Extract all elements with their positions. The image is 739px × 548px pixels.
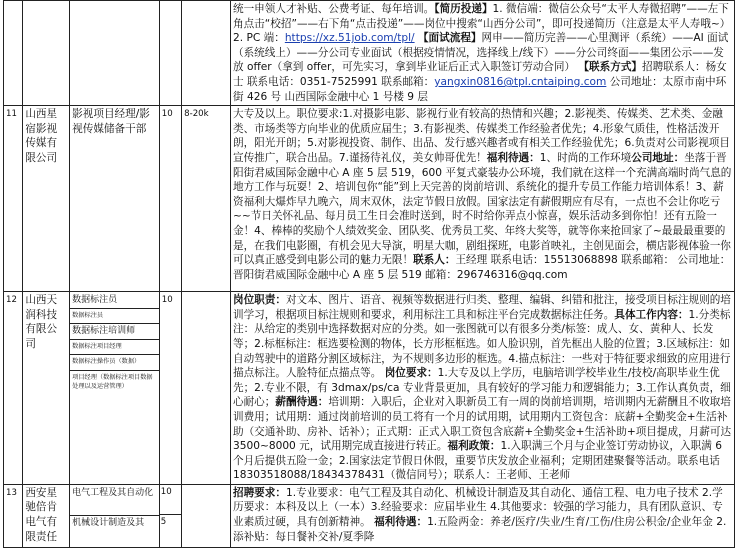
position-list [70, 484, 160, 547]
position-name: 数据标注项目经理 [70, 340, 159, 356]
desc-text: 1.专业要求：电气工程及其自动化、机械设计制造及其自动化、通信工程、电力电子技术 2.学历要求：本科及以上（一本）3.经验要求：应届毕业生 4.其他要求：较强的学习能力，具有团队意识、专业素质过硬，具有创新精神。 [233, 486, 723, 529]
desc-heading: 【简历投递】 [434, 3, 493, 15]
desc-text: 培训期：入职后，企业对入职新员工有一周的岗前培训期，培训期内无薪酬且不收取培训费用；试用期：通过岗前培训的员工将有一个月的试用期，试用期内工资包含：底薪+全勤奖金+生活补助（交通补助、房补、话补）；正式期：正式入职工资包含底薪+全勤奖金+生活补助+项目提成，月薪可达 3500~8000 元，试用期完成直接进行转正。 [233, 396, 732, 453]
position-name: 数据标注员 [70, 293, 159, 309]
position-name: 数据标注培训师 [70, 324, 159, 340]
job-description [231, 106, 735, 292]
salary [182, 1, 231, 106]
hiring-count: 10 [159, 106, 181, 292]
desc-text: 王经理 联系电话：15513068898 联系邮箱： [455, 254, 675, 267]
row-number: 12 [4, 292, 23, 485]
desc-text: 大专及以上。职位要求:1.对摄影电影、影视行业有较高的热情和兴趣；2.影视类、传媒类、艺术类、金融类、市场类等方向毕业的优质应届生；3.有影视类、传媒类工作经验者优先；4.形象气质佳，性格活泼开朗，阳光开朗；5.对影视投资、制作、出品、发行感兴趣者或有相关工作经验优先；6.负责对公司影视项目宣传推广，联合出品。7.谨扬待礼仪，美女帅哥优先！ [233, 108, 730, 164]
apply-link[interactable]: https://xz.51job.com/tpl/ [284, 32, 415, 45]
desc-text: 网申——简历完善——心里测评（系统）——AI 面试（系统线上）——分公司专业面试（根据疫情情况，选择线上/线下）——分公司终面——集团公示——发放 offer（拿到 offer，可先实习，拿到毕业证后正式入职签订劳动合同） [233, 32, 729, 74]
desc-text: 坐落于晋阳街君威国际金融中心 A 座 5 层 519，600 平复式豪装办公环境，我们就在这样一个充满高端时尚气息的地方工作与玩耍！2、培训包你“能”到上天完善的岗前培训、系统化的提升专员工作能力培训体系！3、薪资福利大爆炸早九晚六，周末双休，法定节假日放假。国家法定有薪假期应有尽有，一点也不会让你吃亏~~节日关怀礼品、每月员工生日会准时送到，时不时给你弄点小惊喜，娱乐活动多到你怕！还有五险一金！4、棒棒的奖励个人绩效奖金、团队奖、优秀员工奖、年终大奖等，就等你来抢回家了~最最最重要的是，在我们电影圈，有机会见大导演，明星大咖，剧组探班，电影首映礼，主创见面会，横店影视体验一你可以真正感受到电影公司的魅力无限！ [233, 151, 732, 267]
desc-text: 1.分类标注：从给定的类别中选择数据对应的分类。如一张图就可以有很多分类/标签：成人、女、黄种人、长发等；2.标框标注：框选要检测的物体，长方形框框选。如人脸识别，首先框出人脸的位置；3.区域标注：如自动驾驶中的道路分割区域标注，为不规则多边形的框选。4.描点标注：一些对于特征要求细致的应用进行描点标注。人脸特征点描点等。 [233, 308, 731, 380]
position-name: 数据标注操作员（数据） [70, 355, 159, 371]
table-row [4, 484, 735, 547]
desc-text: 1、时尚的工作环境 [539, 151, 632, 164]
desc-heading: 招聘要求： [233, 486, 286, 499]
company-name: 西安星驰倍肯电气有限责任 [23, 484, 70, 547]
hiring-count: 10 [159, 292, 181, 485]
desc-text: 1.入职满三个月与企业签订劳动协议，入职满 6 个月后提供五险一金；2.国家法定节假日休假，重要节庆发放企业福利；定期团建聚餐等活动。联系电话 18303518088/18434378431（微信同号）；联系人：王老师、王老师 [233, 440, 722, 482]
position-name: 电气工程及其自动化 [70, 486, 159, 516]
desc-text: 对文本、图片、语音、视频等数据进行归类、整理、编辑、纠错和批注，接受项目标注规则的培训学习，根据项目标注规则和要求，利用标注工具和标注平台完成数据标注任务。 [233, 294, 731, 321]
position-name [70, 1, 160, 106]
table-row [4, 292, 735, 485]
desc-text: 1.大专及以上学历，电脑培训学校毕业生/技校/高职毕业生优先；2.专业不限，有 3dmax/ps/ca 专业背景更加，具有较好的学习能力和逻辑能力；3.工作认真负责，细心耐心； [233, 367, 731, 409]
job-description [231, 484, 735, 547]
table-row [4, 106, 735, 292]
desc-text: 招聘联系人：杨女士 联系电话：0351-7525991 联系邮箱： [233, 61, 727, 88]
job-description [231, 1, 735, 106]
desc-heading: 联系人： [413, 254, 456, 267]
desc-text: 统一申领人才补贴、公费考证、每年培训。 [233, 3, 435, 15]
desc-heading: 岗位职责： [233, 294, 286, 307]
salary [182, 484, 231, 547]
hiring-count [159, 1, 181, 106]
email-link[interactable]: yangxin0816@tpl.cntaiping.com [434, 75, 607, 88]
desc-heading: 福利待遇： [374, 516, 428, 529]
job-listing-table [3, 0, 735, 548]
desc-heading: 具体工作内容： [614, 308, 689, 321]
row-number [4, 1, 23, 106]
desc-heading: 福利政策： [447, 440, 501, 453]
desc-heading: 薪酬待遇： [275, 396, 329, 409]
desc-heading: 【面试流程】 [417, 32, 482, 45]
row-number: 13 [4, 484, 23, 547]
position-list [70, 292, 160, 485]
salary [182, 292, 231, 485]
hiring-count-value: 10 [159, 485, 181, 515]
position-name: 数据标注员 [70, 309, 159, 325]
desc-text: 公司地址：晋阳街君威国际金融中心 A 座 5 层 519 邮箱：296746316@qq.com [233, 254, 731, 281]
desc-heading: 公司地址： [631, 151, 685, 164]
job-description [231, 292, 735, 485]
hiring-count-value: 5 [160, 516, 167, 527]
desc-text: 1.五险两金：养老/医疗/失业/生育/工伤/住房公积金/企业年金 2.添补贴：每日餐补交补/夏季降 [233, 516, 727, 543]
desc-heading: 福利待遇： [486, 151, 540, 164]
hiring-count [159, 484, 181, 547]
desc-heading: 岗位要求： [384, 367, 438, 380]
company-name [23, 1, 70, 106]
position-name: 影视项目经理/影视传媒储备干部 [70, 106, 160, 292]
salary: 8-20k [182, 106, 231, 292]
position-name: 机械设计制造及其 [72, 517, 145, 528]
company-name: 山西星宿影视传媒有限公司 [23, 106, 70, 292]
position-name: 项目经理（数据标注项目数据处理以及运营管理） [72, 373, 153, 390]
table-row [4, 1, 735, 106]
desc-text: 公司地址：太原市南中环街 426 号 山西国际金融中心 1 号楼 9 层 [233, 75, 727, 103]
desc-text: 1. 微信端：微信公众号“太平人寿微招聘”——左下角点击“校招”——右下角“点击投递”——岗位中搜索“山西分公司”，即可投递简历（注意是太平人寿哦~）2. PC 端： [233, 3, 731, 45]
row-number: 11 [4, 106, 23, 292]
company-name: 山西天润科技有限公司 [23, 292, 70, 485]
desc-heading: 【联系方式】 [578, 61, 643, 74]
